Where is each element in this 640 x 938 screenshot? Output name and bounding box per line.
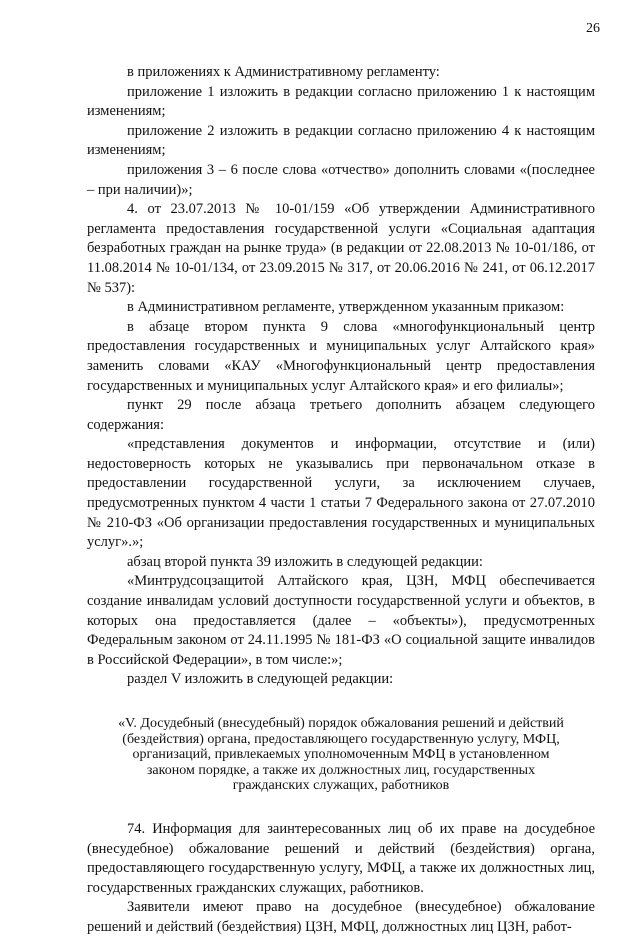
paragraph: 74. Информация для заинтересованных лиц об их праве на досудебное (внесудебное) обжалование решений и действий (бездействия) органа, предоставляющего государственную услугу, МФЦ, а также их должностных лиц, государственных гражданских служащих, работников. [87, 820, 595, 896]
paragraph: пункт 29 после абзаца третьего дополнить абзацем следующего содержания: [87, 397, 595, 433]
paragraph: «представления документов и информации, отсутствие и (или) недостоверность которых не указывались при первоначальном отказе в предоставлении государственной услуги, за исключением случаев, предусмотренных пунктом 4 части 1 статьи 7 Федерального закона от 27.07.2010 № 210-ФЗ «Об организации предоставления государственных и муниципальных услуг».»; [87, 436, 595, 551]
section-heading: «V. Досудебный (внесудебный) порядок обжалования решений и действий (бездействия) органа, предоставляющего государственную услугу, МФЦ, организаций, привлекаемых уполномоченным МФЦ в установленном законом порядке, а также их должностных лиц, государственных гражданских служащих, работников [118, 716, 564, 794]
paragraph: 4. от 23.07.2013 № 10-01/159 «Об утверждении Административного регламента предоставления государственной услуги «Социальная адаптация безработных граждан на рынке труда» (в редакции от 22.08.2013 № 10-01/186, от 11.08.2014 № 10-01/134, от 23.09.2015 № 317, от 20.06.2016 № 241, от 06.12.2017 № 537): [87, 201, 595, 296]
paragraph: раздел V изложить в следующей редакции: [127, 671, 394, 688]
paragraph: «Минтрудсоцзащитой Алтайского края, ЦЗН, МФЦ обеспечивается создание инвалидам условий доступности государственной услуги и объектов, в которых она предоставляется (далее – «объекты»), предусмотренных Федеральным законом от 24.11.1995 № 181-ФЗ «О социальной защите инвалидов в Российской Федерации», в том числе:»; [87, 573, 595, 668]
paragraph: абзац второй пункта 39 изложить в следующей редакции: [127, 553, 483, 570]
page-number: 26 [586, 21, 600, 36]
paragraph: в абзаце втором пункта 9 слова «многофункциональный центр предоставления государственных и муниципальных услуг Алтайского края» заменить словами «КАУ «Многофункциональный центр предоставления государственных и муниципальных услуг Алтайского края» и его филиалы»; [87, 318, 595, 394]
document-body [87, 63, 595, 938]
paragraph: в Административном регламенте, утвержденном указанным приказом: [127, 299, 565, 316]
paragraph: приложение 2 изложить в редакции согласно приложению 4 к настоящим изменениям; [87, 122, 595, 159]
paragraph: приложение 1 изложить в редакции согласно приложению 1 к настоящим изменениям; [87, 83, 595, 120]
paragraph: Заявители имеют право на досудебное (внесудебное) обжалование решений и действий (бездействия) ЦЗН, МФЦ, должностных лиц ЦЗН, работ- [87, 899, 595, 935]
paragraph: в приложениях к Административному регламенту: [127, 64, 440, 80]
paragraph: приложения 3 – 6 после слова «отчество» дополнить словами «(последнее – при наличии)»; [87, 161, 595, 198]
